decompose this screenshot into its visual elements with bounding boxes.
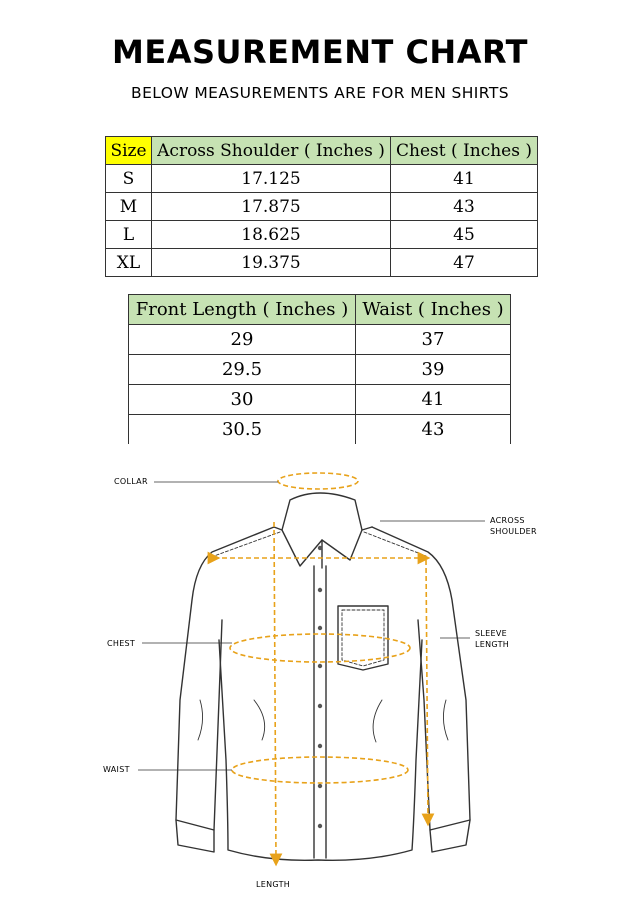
waist-guide [232,757,408,783]
label-across-shoulder-2: SHOULDER [490,527,537,536]
cell-waist: 43 [356,415,511,445]
size-table-length-waist [128,294,511,444]
size-table-shoulder-chest [105,136,538,277]
cell-front-length: 30 [129,385,356,415]
cell-front-length: 29.5 [129,355,356,385]
label-across-shoulder-1: ACROSS [490,516,525,525]
cell-across-shoulder: 18.625 [152,221,391,249]
table-row [106,249,538,277]
label-waist: WAIST [103,765,130,774]
label-sleeve-length-1: SLEEVE [475,629,507,638]
cell-waist: 41 [356,385,511,415]
cell-across-shoulder: 17.875 [152,193,391,221]
cell-across-shoulder: 19.375 [152,249,391,277]
cell-across-shoulder: 17.125 [152,165,391,193]
label-collar: COLLAR [114,477,148,486]
page-subtitle: BELOW MEASUREMENTS ARE FOR MEN SHIRTS [131,84,509,102]
table-row [106,165,538,193]
shirt-diagram [0,455,640,922]
table-header-row [106,137,538,165]
table-row [106,193,538,221]
collar-guide [278,473,358,489]
table-row [129,355,511,385]
cell-chest: 45 [391,221,538,249]
table-row [129,385,511,415]
cell-waist: 39 [356,355,511,385]
cell-size: XL [106,249,152,277]
header-front-length: Front Length ( Inches ) [129,295,356,325]
header-across-shoulder: Across Shoulder ( Inches ) [152,137,391,165]
shirt-buttons [318,546,322,828]
cell-size: L [106,221,152,249]
cell-front-length: 29 [129,325,356,355]
length-guide [274,522,276,860]
cell-size: S [106,165,152,193]
cell-chest: 47 [391,249,538,277]
table-row [129,415,511,445]
page-title: MEASUREMENT CHART [111,33,528,71]
chest-guide [230,634,410,662]
cell-chest: 43 [391,193,538,221]
label-sleeve-length-2: LENGTH [475,640,510,649]
header-waist: Waist ( Inches ) [356,295,511,325]
label-chest: CHEST [107,639,136,648]
header-size: Size [106,137,152,165]
cell-size: M [106,193,152,221]
shirt-outline [176,493,470,860]
table-row [129,325,511,355]
header-chest: Chest ( Inches ) [391,137,538,165]
label-leaders [138,482,485,770]
table-row [106,221,538,249]
cell-front-length: 30.5 [129,415,356,445]
label-length: LENGTH [256,880,291,889]
table-header-row [129,295,511,325]
cell-waist: 37 [356,325,511,355]
cell-chest: 41 [391,165,538,193]
